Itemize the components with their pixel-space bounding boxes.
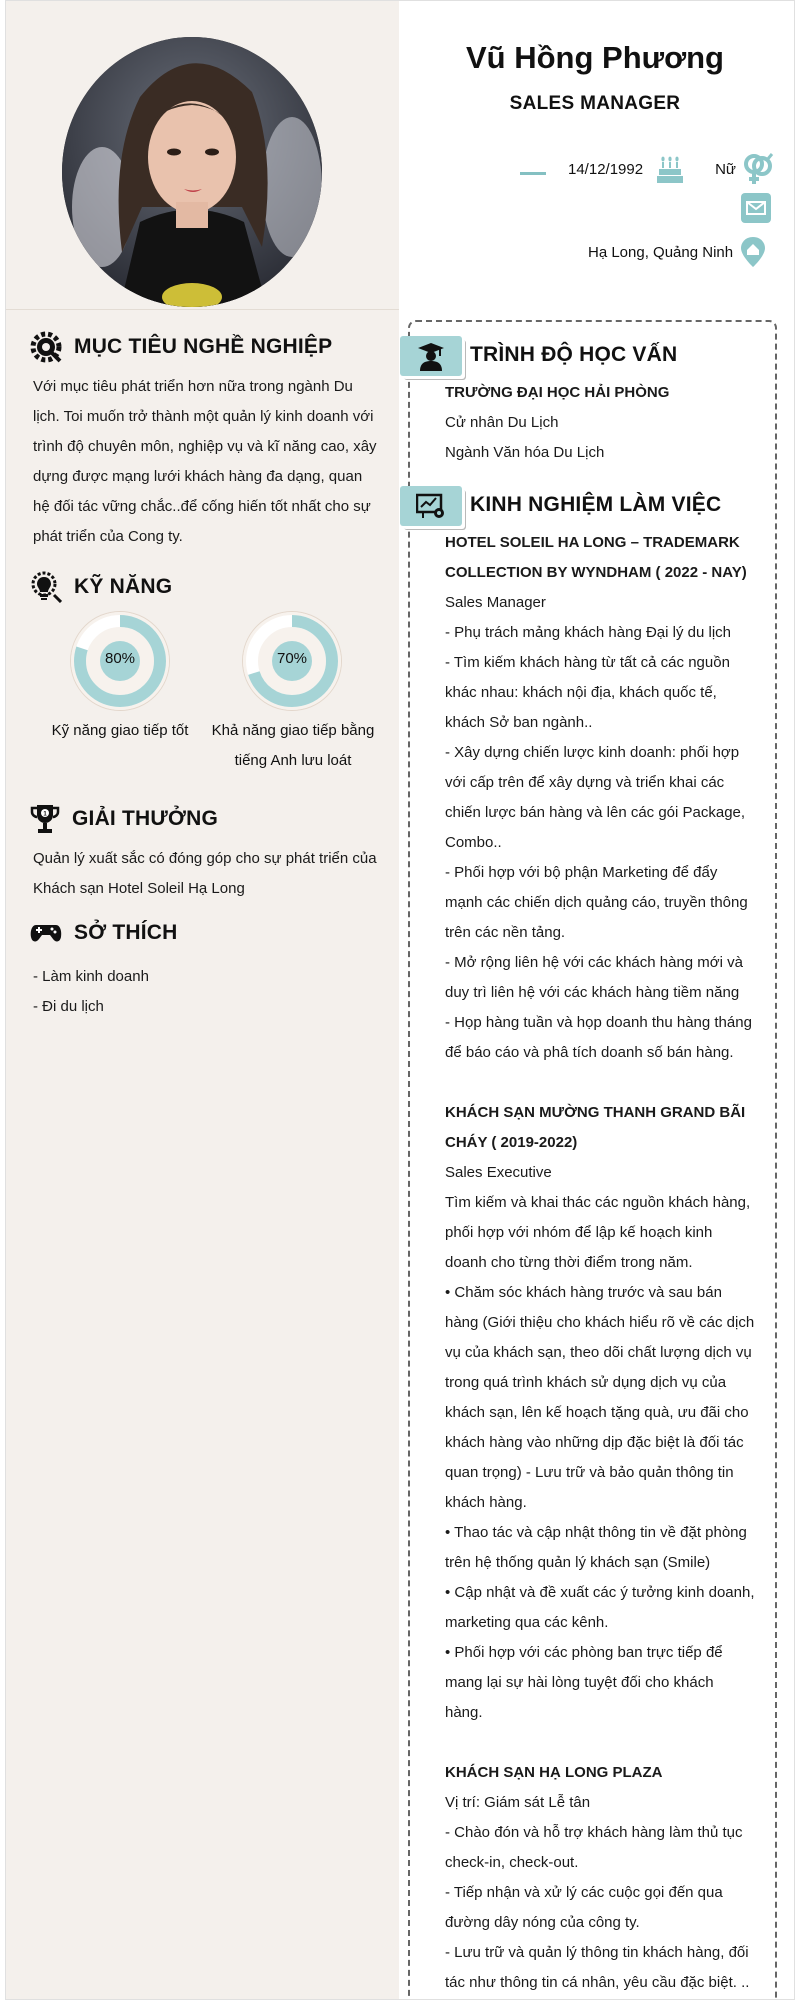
job-line: - Mở rộng liên hệ với các khách hàng mới và <box>445 954 743 971</box>
job-line: chiến lược bán hàng và lên các gói Package, <box>445 804 746 821</box>
job-line: - Phối hợp với bộ phận Marketing để đẩy <box>445 864 718 881</box>
job-line: • Cập nhật và đề xuất các ý tưởng kinh doanh, <box>445 1584 755 1601</box>
job-line: check-in, check-out. <box>445 1854 579 1871</box>
company-name: KHÁCH SẠN MƯỜNG THANH GRAND BÃI <box>445 1104 746 1121</box>
job-line: tác như thông tin cá nhân, yêu cầu đặc biệt. .. <box>445 1974 750 1991</box>
job-line: doanh cho từng thời điểm trong năm. <box>445 1254 693 1271</box>
job-title: SALES MANAGER <box>509 93 681 114</box>
job-line: mang lại sự hài lòng tuyệt đối cho khách <box>445 1674 714 1691</box>
skill-label-communication <box>42 716 198 746</box>
trophy-icon <box>30 803 60 835</box>
objective-line: dựng được mạng lưới khách hàng đa dạng, quan <box>33 468 363 485</box>
job-line: Sales Manager <box>445 594 546 611</box>
objective-line: trình độ chuyên môn, nghiệp vụ và kĩ năng cao, xây <box>33 438 377 455</box>
lightbulb-gear-icon <box>30 571 62 603</box>
skill-label-line: Khả năng giao tiếp bằng <box>211 722 375 739</box>
graduate-icon <box>400 336 462 376</box>
job-line: vụ của khách sạn, theo dõi chất lượng dịch vụ <box>445 1344 752 1361</box>
education-title: TRÌNH ĐỘ HỌC VẤN <box>470 343 678 366</box>
sidebar-divider <box>5 309 399 310</box>
gender-value: Nữ <box>715 160 736 178</box>
job-line: • Thao tác và cập nhật thông tin về đặt phòng <box>445 1524 747 1541</box>
decorative-dash <box>520 172 546 175</box>
job-line: Vị trí: Giám sát Lễ tân <box>445 1794 591 1811</box>
job-line: Combo.. <box>445 834 502 851</box>
hobbies-text <box>33 962 379 1022</box>
skill-label-english <box>204 716 382 776</box>
awards-title: GIẢI THƯỞNG <box>72 807 219 830</box>
job-line: marketing qua các kênh. <box>445 1614 609 1631</box>
job-line: - Chào đón và hỗ trợ khách hàng làm thủ tục <box>445 1824 743 1841</box>
awards-line: Khách sạn Hotel Soleil Hạ Long <box>33 880 245 897</box>
objective-line: hệ đối tác vững chắc..để cống hiến tốt nhất cho sự <box>33 498 371 515</box>
birthday-value: 14/12/1992 <box>568 160 644 178</box>
birthday-row <box>568 152 774 186</box>
chart-presentation-icon <box>400 486 462 526</box>
objective-line: lịch. Toi muốn trở thành một quản lý kinh doanh với <box>33 408 374 425</box>
job-line: khách hàng. <box>445 1494 527 1511</box>
skill-ring-english <box>243 612 341 710</box>
job-line: duy trì liên hệ với các khách hàng tiềm năng <box>445 984 740 1001</box>
job-line: với cấp trên để xây dựng và triển khai các <box>445 774 725 791</box>
address-value: Hạ Long, Quảng Ninh <box>588 243 734 261</box>
cake-icon <box>655 153 685 185</box>
job-line: khách hàng vào những dịp đặc biệt là đối tác <box>445 1434 744 1451</box>
job-line: - Họp hàng tuần và họp doanh thu hàng tháng <box>445 1014 752 1031</box>
major: Ngành Văn hóa Du Lịch <box>445 444 605 461</box>
school-name: TRƯỜNG ĐẠI HỌC HẢI PHÒNG <box>445 384 670 401</box>
objective-text <box>33 372 379 552</box>
company-name: CHÁY ( 2019-2022) <box>445 1134 578 1151</box>
degree: Cử nhân Du Lịch <box>445 414 559 431</box>
skill-percent: 80% <box>104 650 136 667</box>
skills-title: KỸ NĂNG <box>74 575 173 598</box>
experience-title: KINH NGHIỆM LÀM VIỆC <box>470 493 722 516</box>
job-line: quan trọng) - Lưu trữ và bảo quản thông tin <box>445 1464 734 1481</box>
job-line: khác nhau: khách nội địa, khách quốc tế, <box>445 684 717 701</box>
company-name: HOTEL SOLEIL HA LONG – TRADEMARK <box>445 534 740 551</box>
awards-header <box>30 803 218 835</box>
experience-details <box>445 528 755 1998</box>
job-line: - Tiếp nhận và xử lý các cuộc gọi đến qua <box>445 1884 723 1901</box>
job-line: phối hợp với nhóm để lập kế hoạch kinh <box>445 1224 713 1241</box>
job-line: mạnh các chiến dịch quảng cáo, truyền thông <box>445 894 748 911</box>
job-line: hàng. <box>445 1704 483 1721</box>
job-line: - Lưu trữ và quản lý thông tin khách hàng, đối <box>445 1944 749 1961</box>
profile-photo <box>62 37 322 307</box>
skill-label-line: tiếng Anh lưu loát <box>234 752 352 769</box>
company-name: COLLECTION BY WYNDHAM ( 2022 - NAY) <box>445 564 747 581</box>
job-line: trên các nền tảng. <box>445 924 566 941</box>
spacer <box>445 1728 755 1758</box>
envelope-icon[interactable] <box>741 193 771 223</box>
awards-line: Quản lý xuất sắc có đóng góp cho sự phát triển của <box>33 850 377 867</box>
job-line: • Chăm sóc khách hàng trước và sau bán <box>445 1284 722 1301</box>
job-line: khách sạn, lên kế hoạch tặng quà, ưu đãi cho <box>445 1404 749 1421</box>
education-details <box>445 378 755 468</box>
address-row <box>588 236 767 268</box>
job-line: - Tìm kiếm khách hàng từ tất cả các nguồn <box>445 654 730 671</box>
job-line: khách Sở ban ngành.. <box>445 714 593 731</box>
awards-text <box>33 844 379 904</box>
svg-text:1: 1 <box>43 811 47 818</box>
job-line: Tìm kiếm và khai thác các nguồn khách hàng, <box>445 1194 751 1211</box>
hobby-item: - Làm kinh doanh <box>33 968 149 985</box>
gear-head-icon <box>30 331 62 363</box>
candidate-name: Vũ Hồng Phương <box>465 40 724 75</box>
hobbies-header <box>30 921 178 945</box>
location-pin-icon <box>739 236 767 268</box>
job-line: để báo cáo và phâ tích doanh số bán hàng. <box>445 1044 734 1061</box>
objective-line: phát triển của Cong ty. <box>33 528 183 545</box>
spacer <box>445 1068 755 1098</box>
hobbies-title: SỞ THÍCH <box>74 921 178 944</box>
job-line: hàng (Giới thiệu cho khách hiểu rõ về các dịch <box>445 1314 755 1331</box>
objective-title: MỤC TIÊU NGHỀ NGHIỆP <box>74 335 333 358</box>
job-line: đường dây nóng của công ty. <box>445 1914 640 1931</box>
job-line: • Phối hợp với các phòng ban trực tiếp để <box>445 1644 723 1661</box>
job-line: trên hệ thống quản lý khách sạn (Smile) <box>445 1554 711 1571</box>
skills-header <box>30 571 172 603</box>
objective-line: Với mục tiêu phát triển hơn nữa trong ngành Du <box>33 378 353 395</box>
gamepad-icon <box>30 921 62 945</box>
job-line: - Xây dựng chiến lược kinh doanh: phối hợp <box>445 744 740 761</box>
company-name: KHÁCH SẠN HẠ LONG PLAZA <box>445 1764 663 1781</box>
skill-label-line: Kỹ năng giao tiếp tốt <box>51 722 189 739</box>
hobby-item: - Đi du lịch <box>33 998 104 1015</box>
skill-percent: 70% <box>276 650 308 667</box>
job-line: Sales Executive <box>445 1164 552 1181</box>
job-line: - Phụ trách mảng khách hàng Đại lý du lịch <box>445 624 731 641</box>
skill-ring-communication <box>71 612 169 710</box>
gender-icon <box>742 152 774 186</box>
job-line: trong quá trình khách sử dụng dịch vụ của <box>445 1374 727 1391</box>
objective-header <box>30 331 332 363</box>
